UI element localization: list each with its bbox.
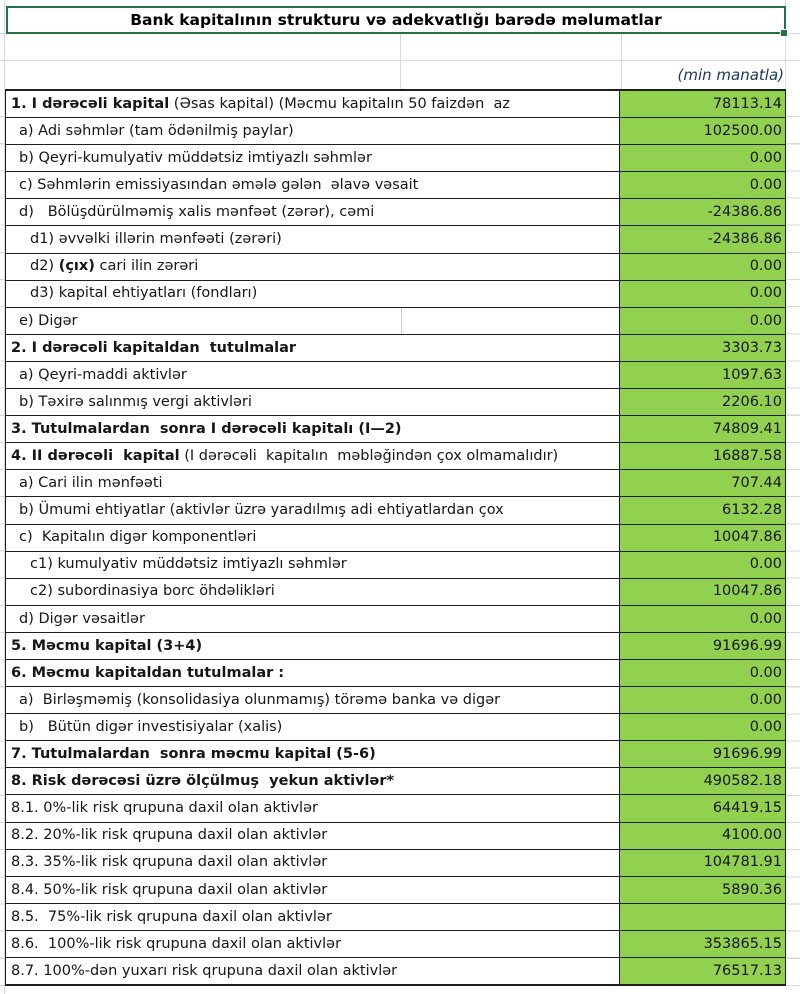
table-row [6,199,785,226]
table-row [6,714,785,741]
table-row [6,579,785,606]
table-row [6,118,785,145]
table-row [6,226,785,253]
row-label-cell[interactable]: c1) kumulyativ müddətsiz imtiyazlı səhmlər [6,552,620,578]
table-row [6,172,785,199]
row-label-cell[interactable]: 8.5. 75%-lik risk qrupuna daxil olan aktivlər [6,904,620,930]
row-label-cell[interactable]: 8. Risk dərəcəsi üzrə ölçülmuş yekun aktivlər* [6,768,620,794]
table-row [6,741,785,768]
row-label-cell[interactable]: d) Digər vəsaitlər [6,606,620,632]
row-label-cell[interactable]: 5. Məcmu kapital (3+4) [6,633,620,659]
row-label-cell[interactable]: 8.2. 20%-lik risk qrupuna daxil olan aktivlər [6,823,620,849]
table-row [6,389,785,416]
row-label-cell[interactable]: a) Birləşməmiş (konsolidasiya olunmamış) törəmə banka və digər [6,687,620,713]
row-label-cell[interactable]: e) Digər [6,308,620,334]
gridline-stubs-right-margin [787,90,800,986]
row-value-cell[interactable]: 104781.91 [620,850,785,876]
table-row [6,470,785,497]
row-value-cell[interactable]: 0.00 [620,606,785,632]
row-label-cell[interactable]: a) Cari ilin mənfəəti [6,470,620,496]
row-value-cell[interactable]: 0.00 [620,145,785,171]
row-value-cell[interactable]: -24386.86 [620,226,785,252]
gridline-stubs-left-margin [0,90,4,986]
row-label-cell[interactable]: 8.7. 100%-dən yuxarı risk qrupuna daxil olan aktivlər [6,958,620,984]
row-value-cell[interactable]: 78113.14 [620,91,785,117]
row-label-cell[interactable]: d) Bölüşdürülməmiş xalis mənfəət (zərər), cəmi [6,199,620,225]
selection-fill-handle[interactable] [780,29,788,37]
row-value-cell[interactable] [620,904,785,930]
row-value-cell[interactable]: 707.44 [620,470,785,496]
row-value-cell[interactable]: 0.00 [620,552,785,578]
page-title: Bank kapitalının strukturu və adekvatlığı barədə məlumatlar [130,11,662,29]
row-value-cell[interactable]: 0.00 [620,687,785,713]
row-value-cell[interactable]: 490582.18 [620,768,785,794]
row-label-cell[interactable]: a) Qeyri-maddi aktivlər [6,362,620,388]
table-row [6,416,785,443]
row-label-cell[interactable]: d1) əvvəlki illərin mənfəəti (zərəri) [6,226,620,252]
row-label-cell[interactable]: c) Kapitalın digər komponentləri [6,525,620,551]
row-value-cell[interactable]: 0.00 [620,254,785,280]
row-label-cell[interactable]: b) Təxirə salınmış vergi aktivləri [6,389,620,415]
table-row [6,525,785,552]
table-row [6,552,785,579]
row-label-cell[interactable]: 8.3. 35%-lik risk qrupuna daxil olan aktivlər [6,850,620,876]
table-row [6,877,785,904]
row-value-cell[interactable]: 0.00 [620,660,785,686]
table-row [6,904,785,931]
table-row [6,633,785,660]
table-row [6,308,785,335]
table-row [6,362,785,389]
row-label-cell[interactable]: a) Adi səhmlər (tam ödənilmiş paylar) [6,118,620,144]
row-label-cell[interactable]: c2) subordinasiya borc öhdəlikləri [6,579,620,605]
row-label-cell[interactable]: d2) (çıx) cari ilin zərəri [6,254,620,280]
row-label-cell[interactable]: d3) kapital ehtiyatları (fondları) [6,281,620,307]
row-value-cell[interactable]: 5890.36 [620,877,785,903]
row-label-cell[interactable]: 1. I dərəcəli kapital (Əsas kapital) (Məcmu kapitalın 50 faizdən az [6,91,620,117]
row-label-cell[interactable]: b) Ümumi ehtiyatlar (aktivlər üzrə yaradılmış adi ehtiyatlardan çox [6,497,620,523]
table-row [6,660,785,687]
row-value-cell[interactable]: 4100.00 [620,823,785,849]
table-row [6,768,785,795]
table-row [6,497,785,524]
row-value-cell[interactable]: 6132.28 [620,497,785,523]
table-row [6,335,785,362]
table-row [6,795,785,822]
row-label-cell[interactable]: b) Bütün digər investisiyalar (xalis) [6,714,620,740]
table-row [6,931,785,958]
capital-table [5,89,786,986]
row-value-cell[interactable]: 10047.86 [620,525,785,551]
table-row [6,687,785,714]
table-row [6,850,785,877]
title-cell-selection[interactable] [6,6,786,34]
row-value-cell[interactable]: 76517.13 [620,958,785,984]
row-value-cell[interactable]: 16887.58 [620,443,785,469]
row-label-cell[interactable]: c) Səhmlərin emissiyasından əmələ gələn əlavə vəsait [6,172,620,198]
row-value-cell[interactable]: 0.00 [620,308,785,334]
table-row [6,443,785,470]
table-row [6,145,785,172]
row-value-cell[interactable]: 102500.00 [620,118,785,144]
row-value-cell[interactable]: 0.00 [620,714,785,740]
row-label-cell[interactable]: 4. II dərəcəli kapital (I dərəcəli kapitalın məbləğindən çox olmamalıdır) [6,443,620,469]
row-value-cell[interactable]: 3303.73 [620,335,785,361]
table-row [6,823,785,850]
row-value-cell[interactable]: 91696.99 [620,741,785,767]
row-value-cell[interactable]: 0.00 [620,281,785,307]
row-label-cell[interactable]: 2. I dərəcəli kapitaldan tutulmalar [6,335,620,361]
row-label-cell[interactable]: b) Qeyri-kumulyativ müddətsiz imtiyazlı səhmlər [6,145,620,171]
row-value-cell[interactable]: 10047.86 [620,579,785,605]
row-label-cell[interactable]: 8.4. 50%-lik risk qrupuna daxil olan aktivlər [6,877,620,903]
row-value-cell[interactable]: 2206.10 [620,389,785,415]
unit-note-label: (min manatla) [677,66,784,84]
row-label-cell[interactable]: 8.6. 100%-lik risk qrupuna daxil olan aktivlər [6,931,620,957]
row-value-cell[interactable]: 0.00 [620,172,785,198]
table-row [6,958,785,984]
row-label-cell[interactable]: 3. Tutulmalardan sonra I dərəcəli kapitalı (I—2) [6,416,620,442]
row-value-cell[interactable]: 64419.15 [620,795,785,821]
row-value-cell[interactable]: 91696.99 [620,633,785,659]
row-label-cell[interactable]: 7. Tutulmalardan sonra məcmu kapital (5-6) [6,741,620,767]
row-label-cell[interactable]: 8.1. 0%-lik risk qrupuna daxil olan aktivlər [6,795,620,821]
row-value-cell[interactable]: 74809.41 [620,416,785,442]
row-value-cell[interactable]: 353865.15 [620,931,785,957]
row-label-cell[interactable]: 6. Məcmu kapitaldan tutulmalar : [6,660,620,686]
unit-note-cell[interactable] [400,61,785,89]
table-row [6,91,785,118]
table-row [6,281,785,308]
table-row [6,606,785,633]
table-row [6,254,785,281]
row-value-cell[interactable]: 1097.63 [620,362,785,388]
row-value-cell[interactable]: -24386.86 [620,199,785,225]
